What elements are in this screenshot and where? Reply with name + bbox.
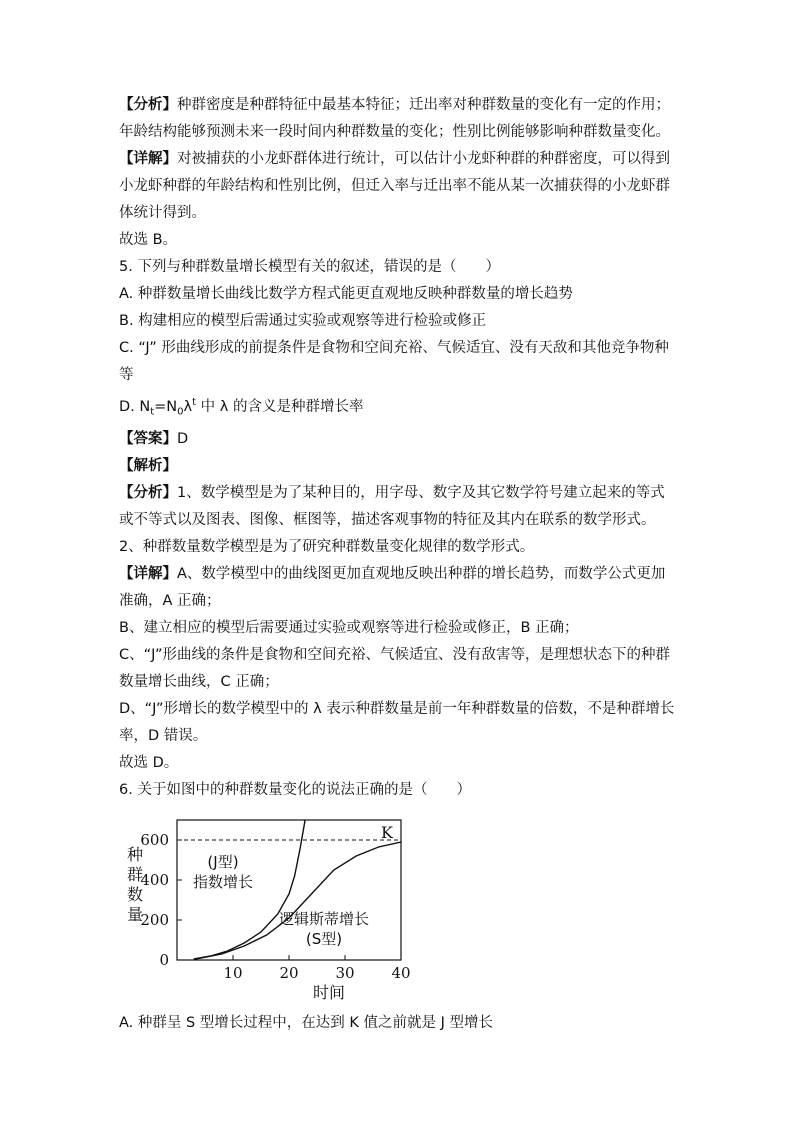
option-d: D. $N_t=N_0\lambda^t$ 中 λ 的含义是种群增长率	[119, 397, 364, 418]
detail-paragraph-2: 【详解】A、数学模型中的曲线图更加直观地反映出种群的增长趋势，而数学公式更加准确，A 正确；	[119, 565, 666, 609]
detail-paragraph: 【详解】对被捕获的小龙虾群体进行统计，可以估计小龙虾种群的种群密度，可以得到小龙虾种群的年龄结构和性别比例，但迁入率与迁出率不能从某一次捕获得的小龙虾群体统计得到。	[119, 151, 670, 221]
x-tick-label: 10	[223, 963, 243, 982]
choose-line-2: 故选 D。	[119, 754, 179, 771]
option-a: A. 种群数量增长曲线比数学方程式能更直观地反映种群数量的增长趋势	[119, 286, 573, 302]
detail-b: B、建立相应的模型后需要通过实验或观察等进行检验或修正，B 正确；	[119, 619, 579, 636]
question-6: 6. 关于如图中的种群数量变化的说法正确的是（ ）	[119, 781, 471, 798]
tag-analysis: 【分析】	[119, 97, 177, 113]
series-label-2: (S型)	[305, 929, 343, 948]
analysis-paragraph-2: 【分析】1、数学模型是为了某种目的，用字母、数字及其它数学符号建立起来的等式或不等式以及图表、图像、框图等，描述客观事物的特征及其内在联系的数学形式。2、种群数量数学模型是为了研究种群数量变化规律的数学形式。	[119, 484, 665, 555]
y-tick-label: 400	[140, 870, 169, 889]
y-axis-label: 数	[126, 884, 144, 904]
chart-svg	[119, 810, 419, 1010]
population-chart	[119, 810, 419, 1010]
option-b: B. 构建相应的模型后需通过实验或观察等进行检验或修正	[119, 313, 487, 329]
detail-d: D、“J”形增长的数学模型中的 λ 表示种群数量是前一年种群数量的倍数，不是种群增长率，D 错误。	[119, 700, 675, 744]
choose-line: 故选 B。	[119, 232, 178, 248]
answer-line: 【答案】D	[119, 430, 189, 447]
k-label: K	[381, 822, 393, 842]
detail-c: C、“J”形曲线的条件是食物和空间充裕、气候适宜、没有敌害等，是理想状态下的种群数量增长曲线，C 正确；	[119, 646, 670, 690]
x-tick-label: 40	[391, 963, 411, 982]
y-tick-label: 0	[159, 950, 169, 969]
y-tick-label: 600	[140, 830, 169, 849]
y-axis-label: 群	[126, 864, 144, 884]
x-tick-label: 20	[279, 963, 299, 982]
y-axis-label: 量	[126, 904, 144, 924]
analysis-paragraph: 【分析】种群密度是种群特征中最基本特征；迁出率对种群数量的变化有一定的作用；年龄结构能够预测未来一段时间内种群数量的变化；性别比例能够影响种群数量变化。	[119, 97, 670, 140]
option-c: C. “J” 形曲线形成的前提条件是食物和空间充裕、气候适宜、没有天敌和其他竞争物种等	[119, 340, 669, 383]
option-a-6: A. 种群呈 S 型增长过程中，在达到 K 值之前就是 J 型增长	[119, 1014, 494, 1031]
x-axis-label: 时间	[312, 982, 346, 1002]
series-label-1: (J型)	[207, 852, 239, 871]
series-label-1: 指数增长	[192, 872, 254, 891]
question-5: 5. 下列与种群数量增长模型有关的叙述，错误的是（ ）	[119, 259, 500, 275]
document-page	[119, 92, 679, 1037]
series-label-2: 逻辑斯蒂增长	[278, 909, 370, 928]
x-tick-label: 30	[335, 963, 355, 982]
tag-detail: 【详解】	[119, 151, 177, 167]
y-tick-label: 200	[140, 910, 169, 929]
y-axis-label: 种	[126, 844, 144, 864]
explanation-heading: 【解析】	[119, 457, 177, 474]
